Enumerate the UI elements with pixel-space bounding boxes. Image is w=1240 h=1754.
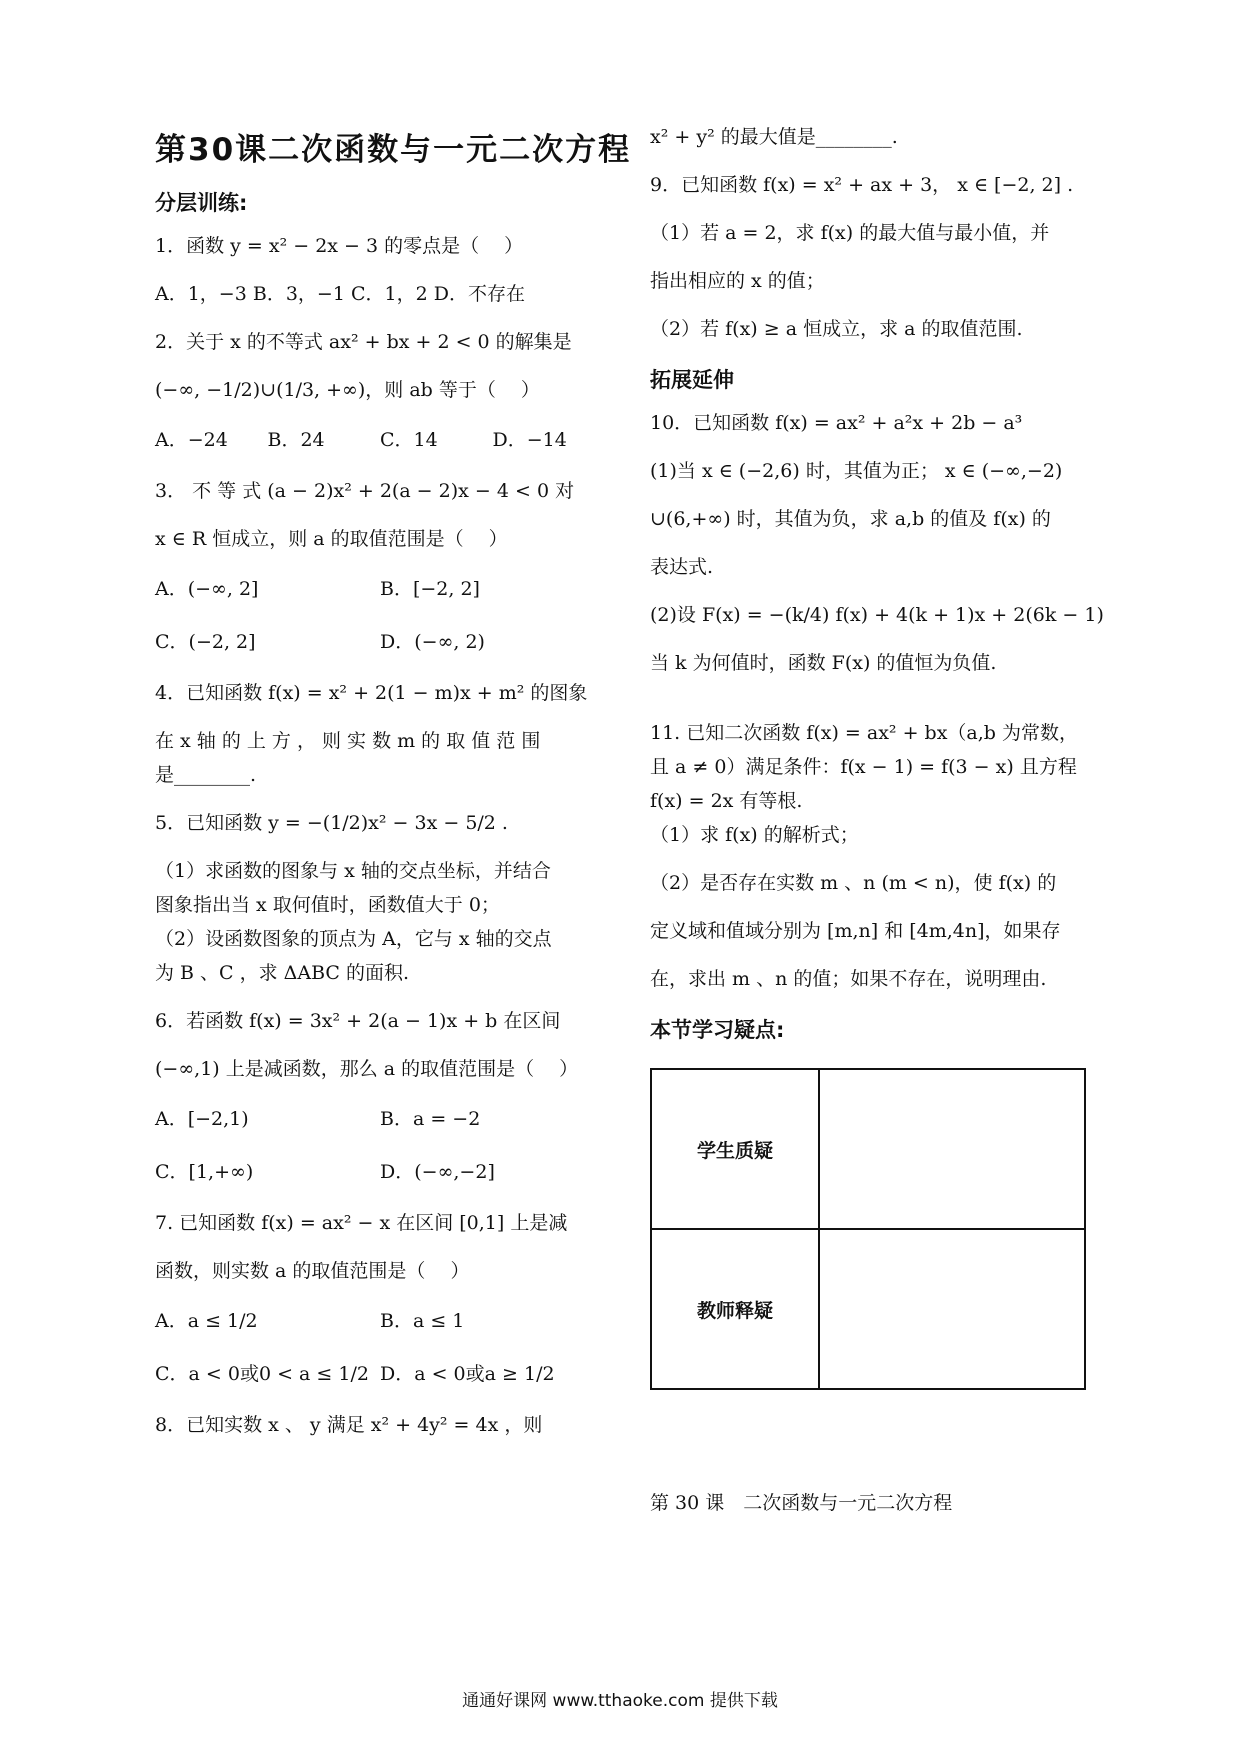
question-9-part-1-line-2: 指出相应的 x 的值；	[650, 270, 825, 292]
question-9-part-1-line-1: （1）若 a = 2，求 f(x) 的最大值与最小值，并	[650, 222, 1050, 244]
option-d: D．(−∞, 2)	[380, 631, 485, 653]
student-question-cell	[819, 1069, 1085, 1229]
question-8: 8．已知实数 x 、 y 满足 x² + 4y² = 4x ，则	[155, 1414, 543, 1436]
question-6-line-1: 6．若函数 f(x) = 3x² + 2(a − 1)x + b 在区间	[155, 1010, 561, 1032]
doubt-heading: 本节学习疑点:	[650, 1018, 785, 1042]
question-10-part-2-line-2: 当 k 为何值时，函数 F(x) 的值恒为负值.	[650, 652, 997, 674]
table-row	[651, 1069, 1085, 1229]
option-c: C．[1,+∞)	[155, 1161, 254, 1183]
question-7-options-row-2	[155, 1359, 605, 1386]
option-c: C．14	[380, 429, 438, 451]
question-5-line-2: （1）求函数的图象与 x 轴的交点坐标，并结合	[155, 860, 551, 882]
teacher-answer-cell	[819, 1229, 1085, 1389]
question-7-line-2: 函数，则实数 a 的取值范围是（ ）	[155, 1260, 470, 1282]
question-1-options: A．1，−3 B．3，−1 C．1，2 D．不存在	[155, 283, 525, 305]
page-title: 第30课二次函数与一元二次方程	[155, 132, 632, 168]
question-11-line-2: 且 a ≠ 0）满足条件：f(x − 1) = f(3 − x) 且方程	[650, 756, 1077, 778]
option-c: C．a < 0或0 < a ≤ 1/2	[155, 1363, 369, 1385]
right-column	[650, 110, 1104, 1515]
question-6-line-2: (−∞,1) 上是减函数，那么 a 的取值范围是（ ）	[155, 1058, 579, 1080]
question-11-line-3: f(x) = 2x 有等根.	[650, 790, 803, 812]
question-5-line-5: 为 B 、C ，求 ΔABC 的面积.	[155, 962, 410, 984]
question-11-part-2-line-3: 在，求出 m 、n 的值；如果不存在，说明理由.	[650, 968, 1047, 990]
page-bottom-credit: 通通好课网 www.tthaoke.com 提供下载	[462, 1691, 778, 1711]
option-d: D．a < 0或a ≥ 1/2	[380, 1363, 555, 1385]
doubt-table	[650, 1068, 1086, 1390]
section-heading-extension: 拓展延伸	[650, 368, 734, 392]
option-a: A．(−∞, 2]	[155, 578, 259, 600]
table-row	[651, 1229, 1085, 1389]
left-column	[155, 110, 632, 1460]
option-a: A．a ≤ 1/2	[155, 1310, 258, 1332]
option-b: B．a = −2	[380, 1108, 481, 1130]
question-2-line-1: 2．关于 x 的不等式 ax² + bx + 2 < 0 的解集是	[155, 331, 572, 353]
question-4-line-2: 在 x 轴 的 上 方 ， 则 实 数 m 的 取 值 范 围	[155, 730, 541, 752]
teacher-answer-label: 教师释疑	[651, 1229, 819, 1389]
question-10-part-1-line-1: (1)当 x ∈ (−2,6) 时，其值为正； x ∈ (−∞,−2)	[650, 460, 1063, 482]
section-heading-training: 分层训练:	[155, 191, 248, 215]
question-8-continued: x² + y² 的最大值是________.	[650, 126, 898, 148]
question-9: 9．已知函数 f(x) = x² + ax + 3， x ∈ [−2, 2] .	[650, 174, 1074, 196]
question-3-options-row-2	[155, 627, 605, 654]
question-2-line-2: (−∞, −1/2)∪(1/3, +∞)，则 ab 等于（ ）	[155, 379, 540, 401]
question-10-part-1-line-3: 表达式.	[650, 556, 714, 578]
question-10-part-2-line-1: (2)设 F(x) = −(k/4) f(x) + 4(k + 1)x + 2(6k − 1)	[650, 604, 1104, 626]
question-5-line-3: 图象指出当 x 取何值时，函数值大于 0；	[155, 894, 500, 916]
question-10-part-1-line-2: ∪(6,+∞) 时，其值为负，求 a,b 的值及 f(x) 的	[650, 508, 1051, 530]
question-4-line-1: 4．已知函数 f(x) = x² + 2(1 − m)x + m² 的图象	[155, 682, 588, 704]
lesson-footer: 第 30 课 二次函数与一元二次方程	[650, 1492, 953, 1514]
option-c: C．(−2, 2]	[155, 631, 256, 653]
option-a: A．−24	[155, 429, 228, 451]
question-11-line-1: 11. 已知二次函数 f(x) = ax² + bx（a,b 为常数，	[650, 722, 1078, 744]
question-7-options-row-1	[155, 1306, 605, 1333]
question-11-part-1: （1）求 f(x) 的解析式；	[650, 824, 859, 846]
question-10: 10．已知函数 f(x) = ax² + a²x + 2b − a³	[650, 412, 1023, 434]
option-d: D．−14	[492, 429, 567, 451]
question-3-line-2: x ∈ R 恒成立，则 a 的取值范围是（ ）	[155, 528, 508, 550]
question-5-line-4: （2）设函数图象的顶点为 A，它与 x 轴的交点	[155, 928, 552, 950]
question-11-part-2-line-2: 定义域和值域分别为 [m,n] 和 [4m,4n]，如果存	[650, 920, 1061, 942]
question-9-part-2: （2）若 f(x) ≥ a 恒成立，求 a 的取值范围.	[650, 318, 1023, 340]
option-b: B．24	[267, 429, 325, 451]
student-question-label: 学生质疑	[651, 1069, 819, 1229]
question-3-line-1: 3． 不 等 式 (a − 2)x² + 2(a − 2)x − 4 < 0 对	[155, 480, 575, 502]
question-4-line-3: 是________.	[155, 764, 257, 786]
question-5-line-1: 5．已知函数 y = −(1/2)x² − 3x − 5/2 .	[155, 812, 508, 834]
option-b: B．[−2, 2]	[380, 578, 480, 600]
question-7-line-1: 7. 已知函数 f(x) = ax² − x 在区间 [0,1] 上是减	[155, 1212, 568, 1234]
question-3-options-row-1	[155, 574, 605, 601]
question-2-options	[155, 425, 605, 452]
option-a: A．[−2,1)	[155, 1108, 249, 1130]
question-6-options-row-2	[155, 1157, 605, 1184]
question-1: 1．函数 y = x² − 2x − 3 的零点是（ ）	[155, 235, 524, 257]
question-6-options-row-1	[155, 1104, 605, 1131]
question-11-part-2-line-1: （2）是否存在实数 m 、n (m < n)，使 f(x) 的	[650, 872, 1057, 894]
option-b: B．a ≤ 1	[380, 1310, 465, 1332]
option-d: D．(−∞,−2]	[380, 1161, 495, 1183]
